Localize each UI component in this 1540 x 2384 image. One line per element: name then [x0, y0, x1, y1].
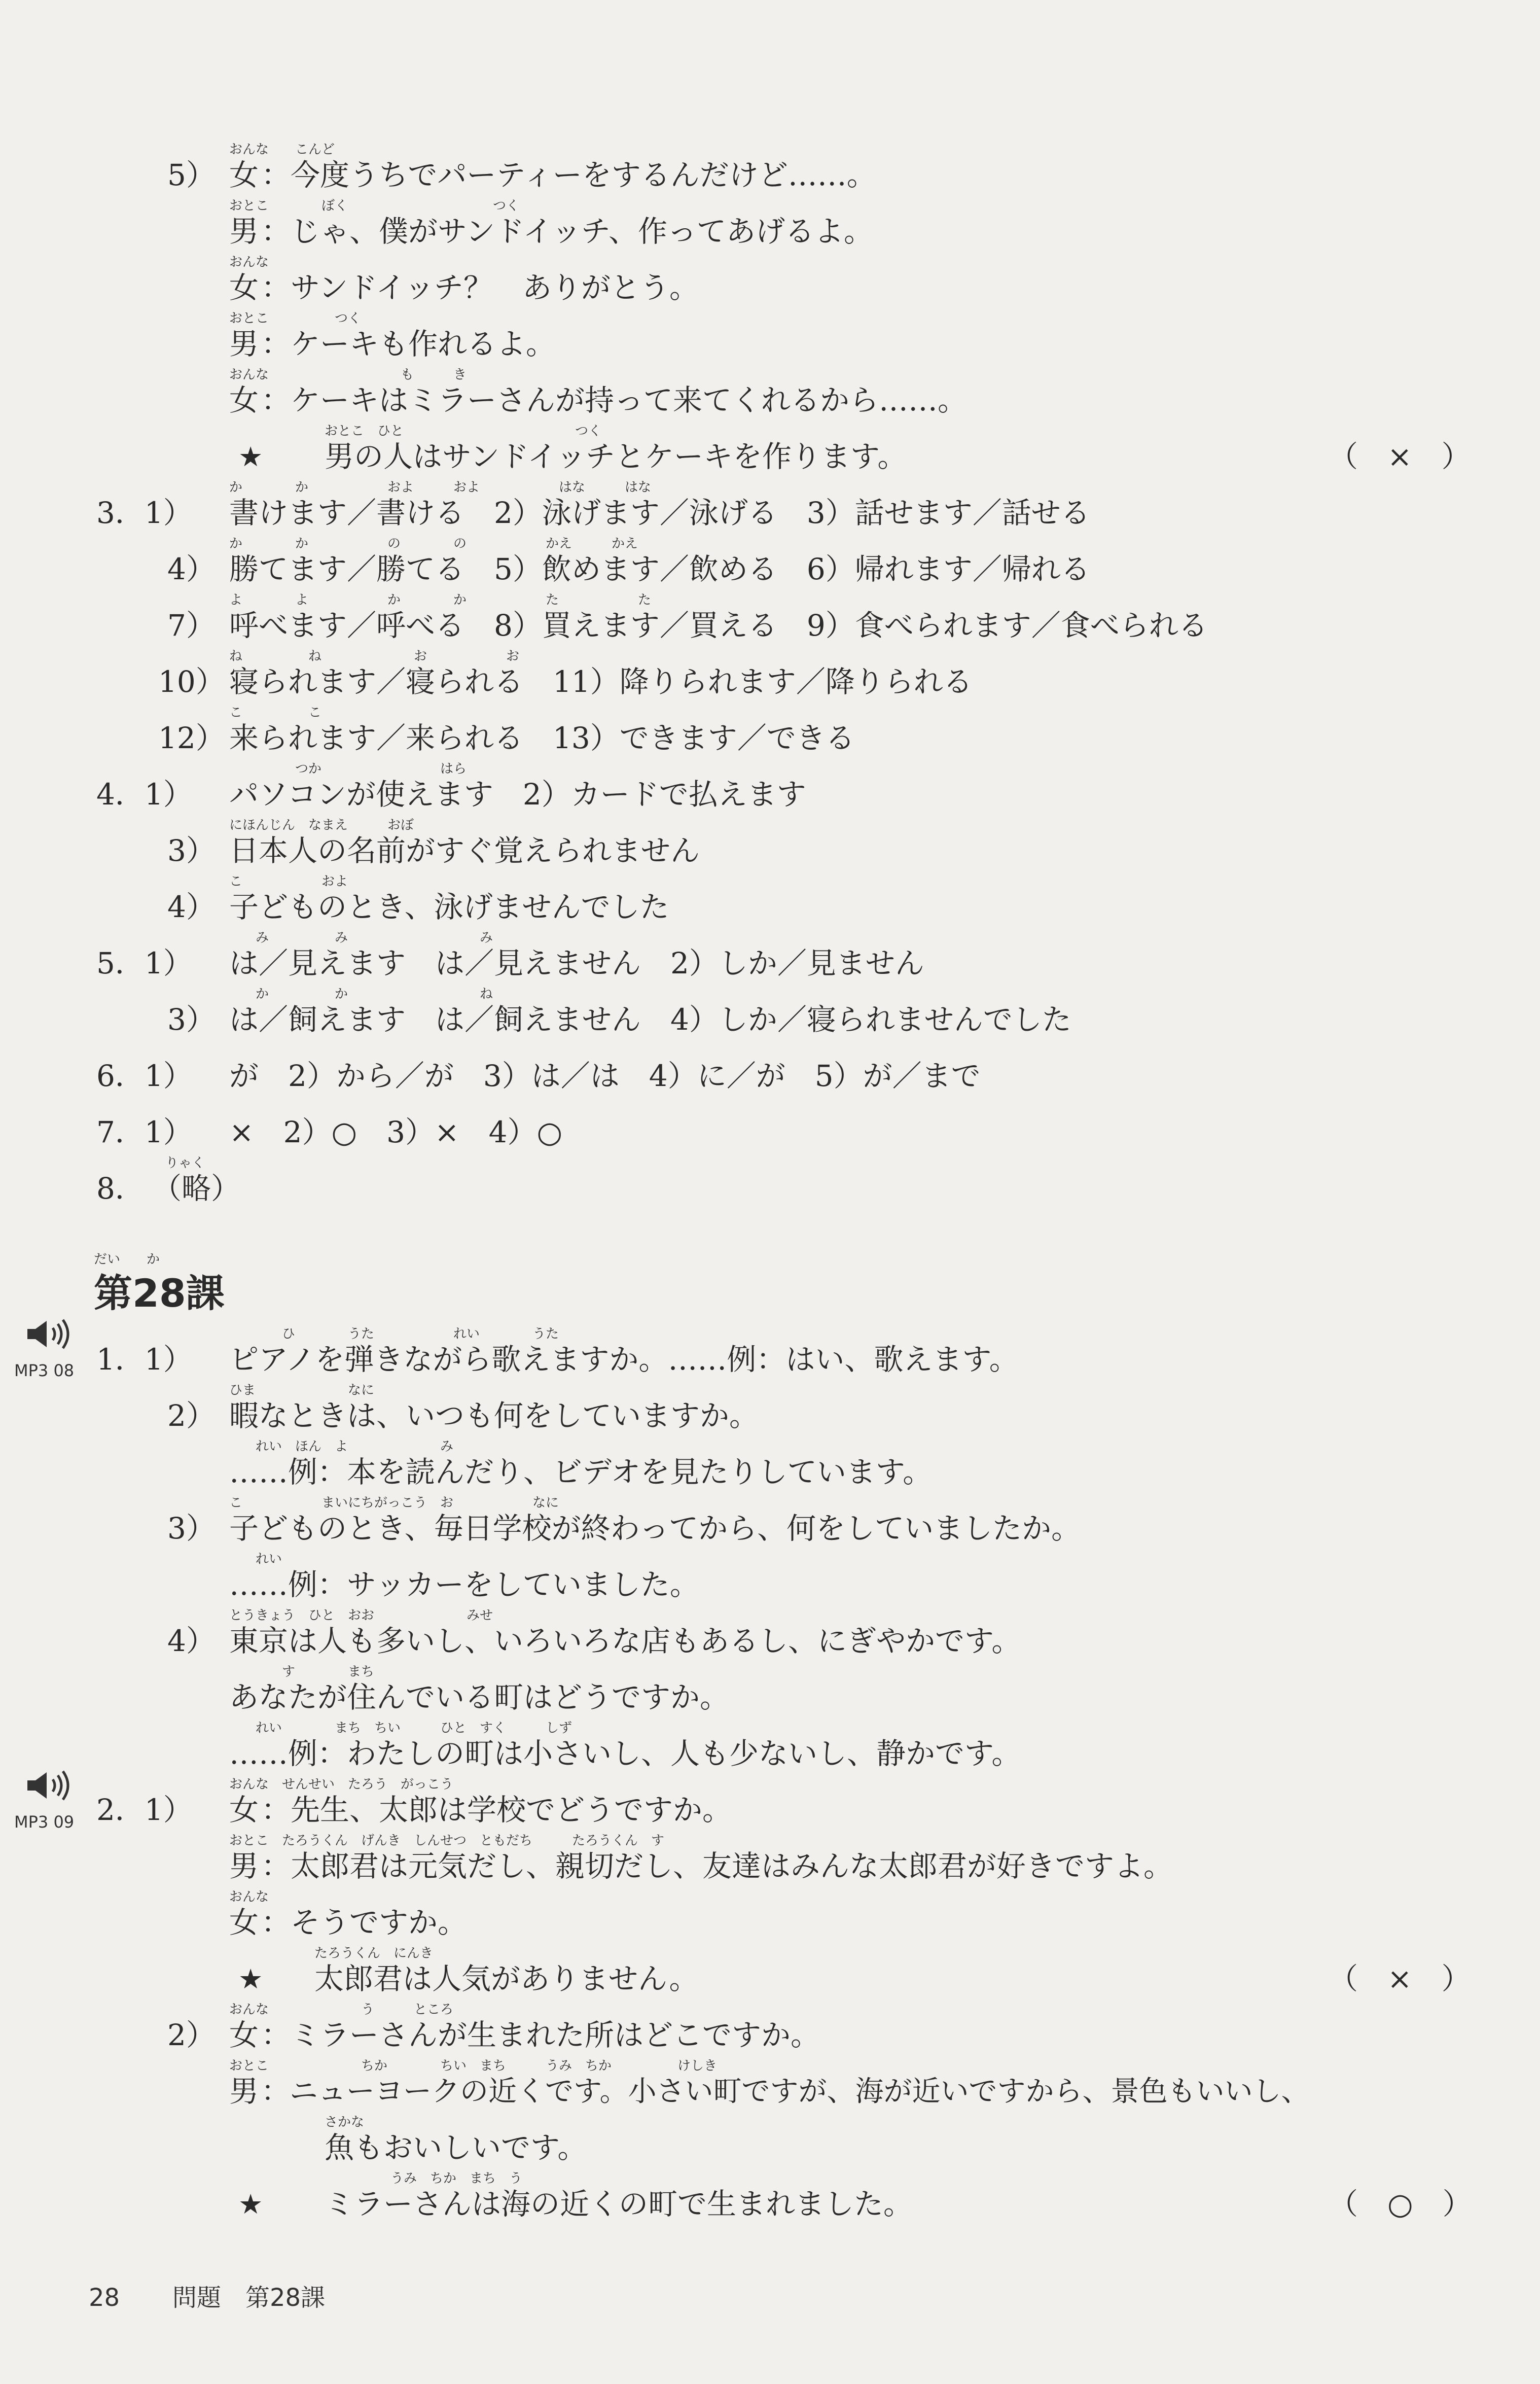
- line-text: が 2）から／が 3）は／は 4）に／が 5）が／まで: [229, 1059, 981, 1093]
- line-text: ：ニューヨークの近くです。小さい町ですが、海が近いですから、景色もいいし、: [261, 2075, 1310, 2108]
- statement-line: [0, 2171, 1540, 2232]
- furigana: よ よ か か た た: [229, 592, 652, 608]
- item-number: 3）: [167, 1511, 216, 1546]
- furigana: おとこ ひと つく: [325, 424, 602, 439]
- section-heading: [0, 1252, 1540, 1329]
- line-text: ピアノを弾きながら歌えますか。……例：はい、歌えます。: [229, 1342, 1019, 1377]
- item-number: 3）: [167, 833, 216, 868]
- furigana: うみ ちか まち う: [325, 2171, 523, 2186]
- furigana: れい ほん よ み: [229, 1439, 454, 1454]
- line-text: 子どものとき、毎日学校が終わってから、何をしていましたか。: [229, 1511, 1081, 1546]
- speaker-label: 男: [229, 2074, 259, 2109]
- line-text: 男の人はサンドイッチとケーキを作ります。: [325, 439, 907, 474]
- line-text: ：太郎君は元気だし、親切だし、友達はみんな太郎君が好きですよ。: [261, 1849, 1173, 1883]
- example-line: [0, 1721, 1540, 1782]
- furigana: おとこ つく: [229, 311, 362, 326]
- line-text: ：じゃ、僕がサンドイッチ、作ってあげるよ。: [261, 214, 873, 249]
- dialogue-line: [0, 2002, 1540, 2063]
- line-text: 東京は人も多いし、いろいろな店もあるし、にぎやかです。: [229, 1624, 1021, 1658]
- question-line: [0, 1383, 1540, 1444]
- speaker-label: 男: [229, 327, 259, 361]
- line-text: ミラーさんは海の近くの町で生まれました。: [325, 2187, 913, 2221]
- answer-line: [0, 987, 1540, 1048]
- statement-line: [0, 1946, 1540, 2007]
- speaker-label: 女: [229, 1905, 259, 1940]
- answer-mark: （ × ）: [1329, 439, 1471, 474]
- line-text: ：ケーキはミラーさんが持って来てくれるから……。: [261, 383, 968, 417]
- line-text: 太郎君は人気がありません。: [314, 1961, 699, 1996]
- example-line: [0, 1439, 1540, 1500]
- line-text: ……例：わたしの町は小さいし、人も少ないし、静かです。: [229, 1736, 1021, 1771]
- furigana: おとこ ちか ちい まち うみ ちか けしき: [229, 2058, 718, 2074]
- line-text: ：そうですか。: [261, 1905, 468, 1940]
- item-number: 12）: [158, 721, 225, 755]
- furigana: す まち: [229, 1664, 375, 1679]
- answer-line: [0, 1048, 1540, 1104]
- answer-line: [0, 480, 1540, 541]
- item-number: 4．1）: [96, 777, 193, 812]
- furigana: つか はら: [229, 761, 467, 777]
- speaker-label: 女: [229, 2018, 259, 2052]
- item-number: 5）: [167, 158, 216, 192]
- line-text: 魚もおいしいです。: [325, 2130, 587, 2165]
- item-number: 3）: [167, 1002, 216, 1037]
- star-icon: ★: [238, 2188, 263, 2220]
- answer-mark: （ × ）: [1329, 1961, 1471, 1996]
- furigana: おとこ たろうくん げんき しんせつ ともだち たろうくん す: [229, 1833, 665, 1848]
- furigana: か か ね: [229, 987, 493, 1002]
- line-text: は／飼えます は／飼えません 4）しか／寝られませんでした: [229, 1002, 1071, 1037]
- furigana: こ まいにちがっこう お なに: [229, 1495, 559, 1511]
- furigana: おんな: [229, 255, 269, 270]
- item-number: 6．1）: [96, 1059, 193, 1093]
- dialogue-line: [0, 198, 1540, 260]
- item-number: 2）: [167, 1398, 216, 1433]
- furigana: だい か: [94, 1252, 160, 1267]
- furigana: こ およ: [229, 874, 348, 889]
- furigana: さかな: [325, 2115, 365, 2130]
- star-icon: ★: [238, 1963, 263, 1995]
- item-number: 7．1）: [96, 1115, 193, 1149]
- track-label: MP3 08: [14, 1361, 75, 1380]
- answer-line: [0, 818, 1540, 879]
- line-text: 書けます／書ける 2）泳げます／泳げる 3）話せます／話せる: [229, 496, 1090, 530]
- furigana: おんな せんせい たろう がっこう: [229, 1777, 454, 1792]
- dialogue-line: [0, 255, 1540, 316]
- furigana: おんな う ところ: [229, 2002, 454, 2017]
- line-text: ：先生、太郎は学校でどうですか。: [261, 1793, 732, 1827]
- item-number: 8．: [96, 1171, 145, 1206]
- lesson-title: 第28課: [94, 1271, 225, 1316]
- dialogue-line: [0, 1889, 1540, 1951]
- item-number: 3．1）: [96, 496, 193, 530]
- answer-mark: （ ○ ）: [1329, 2187, 1472, 2221]
- furigana: ひ うた れい うた: [229, 1326, 559, 1342]
- dialogue-line: [0, 1833, 1540, 1895]
- furigana: れい まち ちい ひと すく しず: [229, 1721, 572, 1736]
- line-text: ……例：サッカーをしていました。: [229, 1567, 699, 1602]
- answer-line: [0, 874, 1540, 935]
- furigana: ね ね お お: [229, 649, 520, 664]
- item-number: 7）: [167, 608, 216, 643]
- line-text: 日本人の名前がすぐ覚えられません: [229, 833, 700, 868]
- question-line: [0, 1608, 1540, 1669]
- answer-line: [0, 1104, 1540, 1161]
- dialogue-line: [0, 311, 1540, 372]
- dialogue-line: [0, 142, 1540, 203]
- page-footer: [89, 2283, 545, 2313]
- line-text: 呼べます／呼べる 8）買えます／買える 9）食べられます／食べられる: [229, 608, 1208, 643]
- speaker-label: 女: [229, 158, 259, 192]
- star-icon: ★: [238, 441, 263, 473]
- furigana: にほんじん なまえ おぼ: [229, 818, 414, 833]
- item-number: 5．1）: [96, 946, 193, 980]
- furigana: こ こ: [229, 705, 322, 720]
- speaker-label: 男: [229, 214, 259, 249]
- furigana: おんな も き: [229, 367, 467, 382]
- item-number: 4）: [167, 1624, 216, 1658]
- dialogue-line: [0, 367, 1540, 429]
- speaker-label: 女: [229, 1793, 259, 1827]
- speaker-label: 男: [229, 1849, 259, 1883]
- line-text: ：サンドイッチ？ ありがとう。: [261, 270, 699, 305]
- answer-line: [0, 930, 1540, 992]
- line-text: は／見えます は／見えません 2）しか／見ません: [229, 946, 924, 980]
- question-line: [0, 1664, 1540, 1726]
- item-number: 4）: [167, 552, 216, 586]
- answer-line: [0, 536, 1540, 598]
- line-text: あなたが住んでいる町はどうですか。: [229, 1680, 730, 1714]
- speaker-label: 女: [229, 270, 259, 305]
- item-number: 10）: [158, 664, 225, 699]
- question-line: [0, 1326, 1540, 1388]
- furigana: とうきょう ひと おお みせ: [229, 1608, 493, 1623]
- furigana: おんな: [229, 1889, 269, 1905]
- line-text: ：ミラーさんが生まれた所はどこですか。: [261, 2018, 820, 2052]
- line-text: ：今度うちでパーティーをするんだけど……。: [261, 158, 876, 192]
- line-text: パソコンが使えます 2）カードで払えます: [229, 777, 806, 812]
- item-number: 4）: [167, 890, 216, 924]
- furigana: み み み: [229, 930, 493, 945]
- answer-line: [0, 705, 1540, 766]
- item-number: 1．1）: [96, 1342, 193, 1377]
- dialogue-line: [0, 1777, 1540, 1838]
- example-line: [0, 1552, 1540, 1613]
- speaker-label: 女: [229, 383, 259, 417]
- line-text: 来られます／来られる 13）できます／できる: [229, 721, 855, 755]
- dialogue-continuation: [0, 2115, 1540, 2176]
- furigana: か か の の かえ かえ: [229, 536, 638, 551]
- furigana: れい: [229, 1552, 282, 1567]
- furigana: たろうくん にんき: [314, 1946, 434, 1961]
- furigana: か か およ およ はな はな: [229, 480, 652, 495]
- statement-line: [0, 424, 1540, 485]
- line-text: ：ケーキも作れるよ。: [261, 327, 556, 361]
- furigana: おとこ ぼく つく: [229, 198, 520, 214]
- furigana: りゃく: [152, 1155, 205, 1171]
- line-text: 勝てます／勝てる 5）飲めます／飲める 6）帰れます／帰れる: [229, 552, 1090, 586]
- item-number: 2．1）: [96, 1793, 193, 1827]
- answer-line: [0, 592, 1540, 654]
- furigana: ひま なに: [229, 1383, 375, 1398]
- line-text: 寝られます／寝られる 11）降りられます／降りられる: [229, 664, 973, 699]
- track-label: MP3 09: [14, 1812, 75, 1832]
- item-number: 2）: [167, 2018, 216, 2052]
- answer-line: [0, 761, 1540, 823]
- line-text: （略）: [152, 1171, 241, 1206]
- dialogue-line: [0, 2058, 1540, 2120]
- line-text: 子どものとき、泳げませんでした: [229, 890, 669, 924]
- line-text: ……例：本を読んだり、ビデオを見たりしています。: [229, 1455, 933, 1489]
- answer-line: [0, 649, 1540, 710]
- line-text: 暇なときは、いつも何をしていますか。: [229, 1398, 759, 1433]
- footer-label: 問題 第28課: [172, 2284, 326, 2312]
- page-number: 28: [89, 2284, 120, 2312]
- line-text: × 2）○ 3）× 4）○: [229, 1115, 563, 1149]
- furigana: おんな こんど: [229, 142, 335, 157]
- question-line: [0, 1495, 1540, 1557]
- answer-line: [0, 1155, 1540, 1217]
